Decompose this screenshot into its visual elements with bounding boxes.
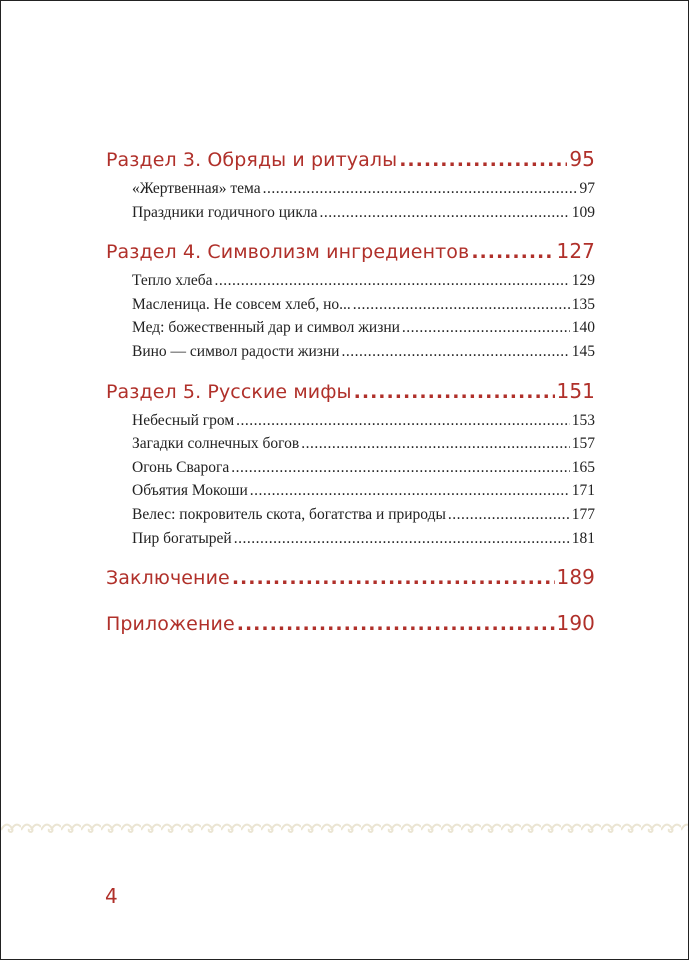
toc-item-page-number: 157	[571, 435, 595, 453]
toc-item[interactable]	[106, 319, 595, 343]
toc-item[interactable]	[106, 530, 595, 554]
toc-item[interactable]	[106, 435, 595, 459]
dot-leader	[215, 272, 570, 290]
page-number: 4	[105, 884, 118, 908]
section-page-number: 127	[556, 239, 595, 264]
toc-item[interactable]	[106, 412, 595, 436]
toc-item-title: Тепло хлеба	[132, 272, 213, 290]
toc-item-page-number: 135	[571, 295, 595, 313]
toc-item-page-number: 171	[571, 482, 595, 500]
dot-leader	[399, 149, 567, 171]
section-title: Раздел 5. Русские мифы	[106, 380, 352, 403]
toc-item[interactable]	[106, 506, 595, 530]
dot-leader	[301, 435, 570, 453]
section-page-number: 189	[556, 565, 595, 590]
dot-leader	[234, 530, 570, 548]
section-heading[interactable]	[106, 379, 595, 407]
toc-item-page-number: 145	[571, 342, 595, 360]
dot-leader	[263, 180, 578, 198]
toc-item-page-number: 181	[571, 529, 595, 547]
toc-item-title: Мед: божественный дар и символ жизни	[132, 319, 400, 337]
dot-leader	[471, 241, 554, 263]
dot-leader	[353, 296, 570, 314]
toc-item-title: Загадки солнечных богов	[132, 435, 300, 453]
toc-section-3	[106, 147, 595, 227]
dot-leader	[354, 381, 555, 403]
dot-leader	[250, 482, 570, 500]
toc-item-title: Объятия Мокоши	[132, 482, 248, 500]
toc-item[interactable]	[106, 482, 595, 506]
ornament-border	[1, 819, 688, 835]
toc-item[interactable]	[106, 272, 595, 296]
toc-item-page-number: 140	[571, 319, 595, 337]
toc-item-title: Велес: покровитель скота, богатства и природы	[132, 505, 446, 523]
toc-item-title: Праздники годичного цикла	[132, 203, 318, 221]
dot-leader	[319, 204, 569, 222]
toc-item-page-number: 97	[579, 180, 595, 197]
table-of-contents	[106, 147, 595, 657]
toc-item-title: Огонь Сварога	[132, 458, 230, 476]
toc-section-4	[106, 239, 595, 366]
dot-leader	[232, 567, 555, 589]
section-page-number: 190	[556, 611, 595, 636]
section-page-number: 95	[569, 147, 595, 171]
toc-item[interactable]	[106, 204, 595, 228]
toc-item-page-number: 177	[571, 505, 595, 523]
section-heading[interactable]	[106, 147, 595, 175]
toc-item[interactable]	[106, 343, 595, 367]
toc-item-title: Небесный гром	[132, 411, 235, 429]
section-title: Заключение	[106, 567, 230, 590]
dot-leader	[402, 319, 570, 337]
section-title: Приложение	[106, 613, 235, 636]
toc-item-title: Пир богатырей	[132, 529, 232, 547]
dot-leader	[237, 613, 555, 635]
toc-appendix[interactable]	[106, 611, 595, 639]
toc-item-title: «Жертвенная» тема	[132, 180, 261, 197]
toc-item[interactable]	[106, 296, 595, 320]
toc-item-title: Вино — символ радости жизни	[132, 342, 340, 360]
dot-leader	[448, 506, 570, 524]
toc-item[interactable]	[106, 459, 595, 483]
toc-item-page-number: 129	[571, 272, 595, 290]
toc-item-title: Масленица. Не совсем хлеб, но...	[132, 295, 351, 313]
section-title: Раздел 4. Символизм ингредиентов	[106, 241, 470, 264]
toc-section-5	[106, 379, 595, 554]
dot-leader	[236, 412, 570, 430]
toc-item-page-number: 153	[571, 411, 595, 429]
toc-conclusion[interactable]	[106, 565, 595, 593]
toc-item-page-number: 165	[571, 458, 595, 476]
dot-leader	[341, 343, 569, 361]
section-page-number: 151	[556, 378, 595, 403]
toc-item[interactable]	[106, 180, 595, 204]
dot-leader	[231, 459, 570, 477]
section-heading[interactable]	[106, 239, 595, 267]
section-title: Раздел 3. Обряды и ритуалы	[106, 149, 398, 171]
toc-item-page-number: 109	[571, 203, 595, 221]
